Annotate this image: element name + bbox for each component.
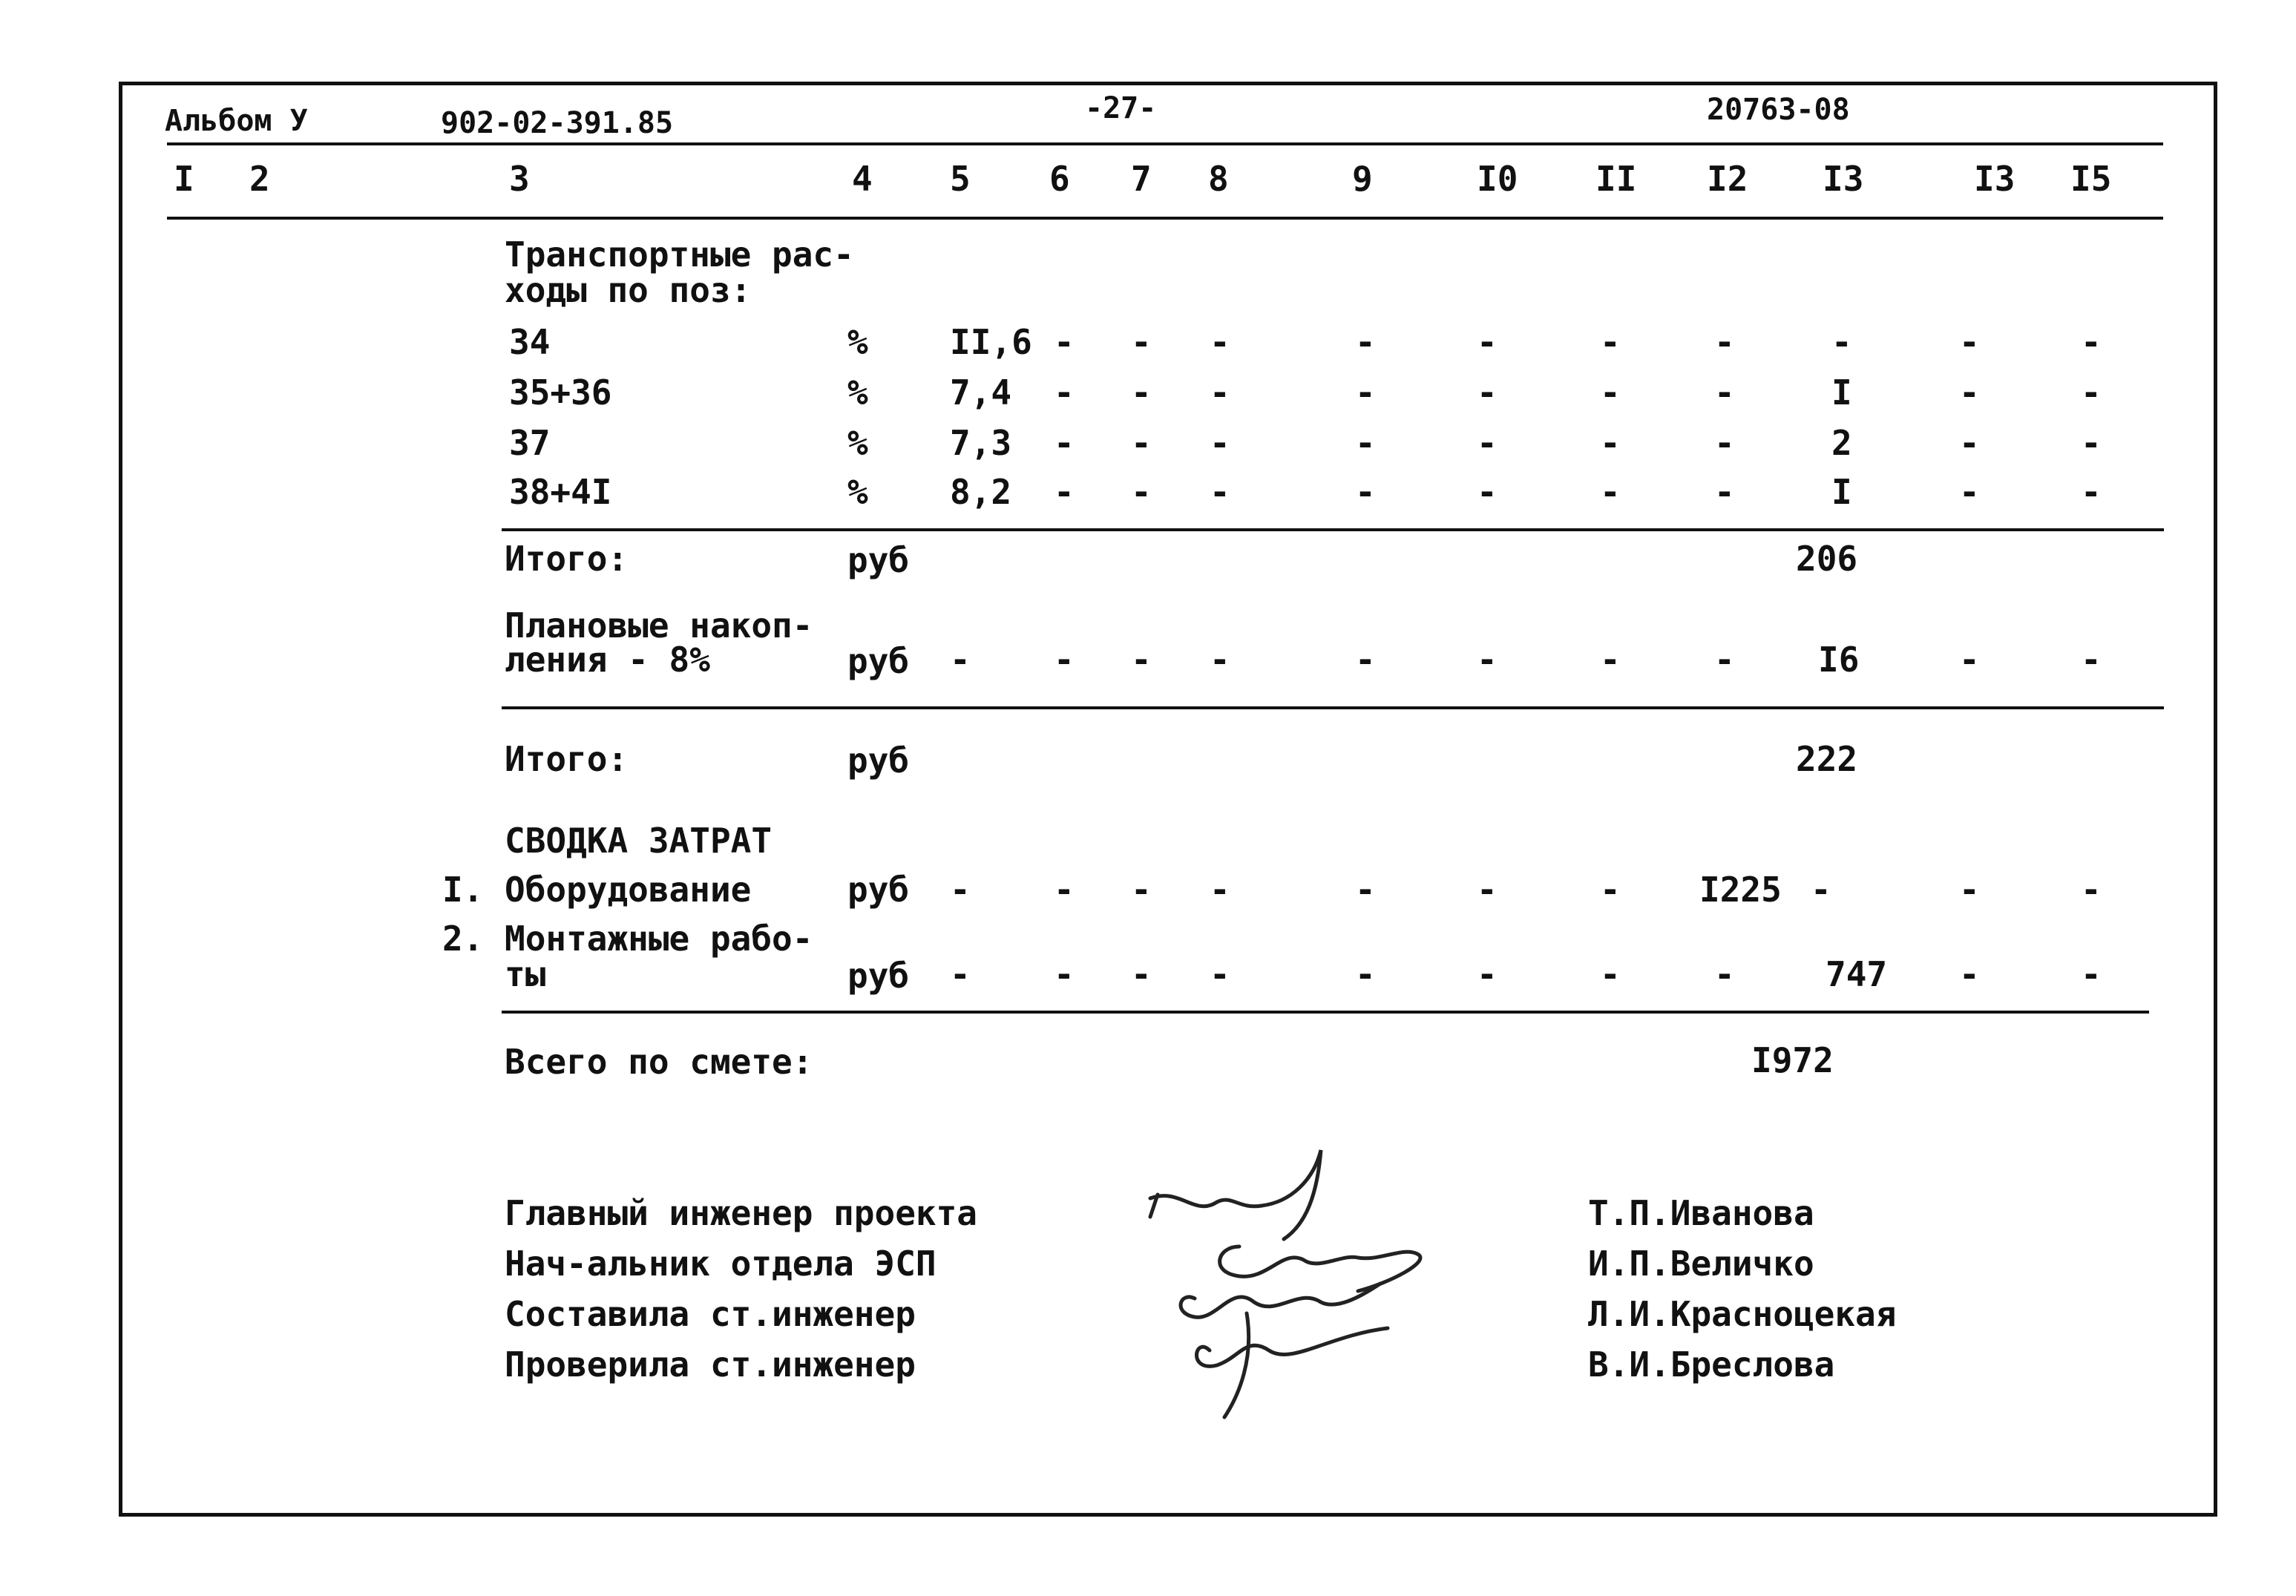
row-rate: 8,2 bbox=[950, 472, 1012, 512]
row-dash: - bbox=[1714, 954, 1735, 994]
row-dash: - bbox=[1959, 472, 1980, 512]
summary-item-number: I. bbox=[442, 870, 484, 910]
row-value: 2 bbox=[1831, 423, 1852, 463]
summary-item-unit: руб bbox=[847, 870, 910, 910]
col-num: I0 bbox=[1477, 159, 1518, 199]
row-dash: - bbox=[1600, 472, 1621, 512]
row-unit: % bbox=[847, 472, 868, 512]
row-dash: - bbox=[1054, 640, 1075, 680]
col-num: 5 bbox=[950, 159, 971, 199]
row-value: I bbox=[1831, 372, 1852, 413]
row-dash: - bbox=[1210, 423, 1230, 463]
document-number: 20763-08 bbox=[1707, 93, 1850, 127]
row-dash: - bbox=[1811, 870, 1831, 910]
row-dash: - bbox=[1831, 322, 1852, 362]
row-unit: % bbox=[847, 322, 868, 362]
signature-name: Л.И.Красноцекая bbox=[1588, 1294, 1897, 1334]
signature-role: Проверила ст.инженер bbox=[505, 1344, 916, 1385]
signature-role: Главный инженер проекта bbox=[505, 1193, 977, 1233]
row-dash: - bbox=[1131, 954, 1152, 994]
planned-unit: руб bbox=[847, 641, 910, 681]
row-dash: - bbox=[1477, 954, 1498, 994]
row-dash: - bbox=[1959, 870, 1980, 910]
planned-label: Плановые накоп- bbox=[505, 605, 813, 646]
row-dash: - bbox=[1054, 372, 1075, 413]
signature-role: Нач-альник отдела ЭСП bbox=[505, 1244, 937, 1284]
header-rule bbox=[167, 142, 2163, 145]
row-unit: % bbox=[847, 372, 868, 413]
total-unit: руб bbox=[847, 740, 910, 781]
total-unit: руб bbox=[847, 540, 910, 580]
row-dash: - bbox=[2081, 322, 2102, 362]
row-dash: - bbox=[2081, 472, 2102, 512]
rule bbox=[502, 528, 2164, 531]
row-dash: - bbox=[1054, 423, 1075, 463]
signature-role: Составила ст.инженер bbox=[505, 1294, 916, 1334]
album-label: Альбом У bbox=[165, 104, 308, 138]
rule bbox=[502, 1011, 2149, 1014]
row-dash: - bbox=[1210, 322, 1230, 362]
transport-title: Транспортные рас- bbox=[505, 234, 854, 275]
row-dash: - bbox=[1131, 472, 1152, 512]
row-dash: - bbox=[1959, 954, 1980, 994]
signature-name: Т.П.Иванова bbox=[1588, 1193, 1814, 1233]
row-dash: - bbox=[1210, 372, 1230, 413]
row-dash: - bbox=[2081, 640, 2102, 680]
summary-item-value: I225 bbox=[1699, 870, 1782, 910]
row-dash: - bbox=[1600, 640, 1621, 680]
grand-total-value: I972 bbox=[1751, 1040, 1834, 1080]
row-dash: - bbox=[950, 954, 971, 994]
signature-name: И.П.Величко bbox=[1588, 1244, 1814, 1284]
row-dash: - bbox=[2081, 870, 2102, 910]
total-label: Итого: bbox=[505, 539, 629, 579]
total-value: 206 bbox=[1796, 539, 1858, 579]
row-dash: - bbox=[1714, 472, 1735, 512]
col-num: I5 bbox=[2070, 159, 2112, 199]
row-dash: - bbox=[2081, 372, 2102, 413]
row-rate: 7,4 bbox=[950, 372, 1012, 413]
row-dash: - bbox=[1131, 372, 1152, 413]
row-position: 34 bbox=[509, 322, 551, 362]
row-dash: - bbox=[1210, 472, 1230, 512]
col-num: 7 bbox=[1131, 159, 1152, 199]
col-num: I2 bbox=[1707, 159, 1748, 199]
summary-item-value: 747 bbox=[1826, 954, 1888, 994]
row-dash: - bbox=[950, 640, 971, 680]
col-num: I bbox=[174, 159, 194, 199]
col-num: 8 bbox=[1208, 159, 1229, 199]
row-dash: - bbox=[2081, 423, 2102, 463]
row-dash: - bbox=[1355, 870, 1376, 910]
row-dash: - bbox=[1054, 472, 1075, 512]
col-num: 6 bbox=[1049, 159, 1070, 199]
col-num: 4 bbox=[852, 159, 873, 199]
row-dash: - bbox=[1477, 372, 1498, 413]
planned-value: I6 bbox=[1818, 640, 1860, 680]
handwritten-signatures bbox=[1135, 1135, 1492, 1432]
row-dash: - bbox=[1131, 640, 1152, 680]
summary-item-unit: руб bbox=[847, 956, 910, 996]
row-dash: - bbox=[1600, 322, 1621, 362]
summary-item-label: Монтажные рабо- bbox=[505, 919, 813, 959]
page-number: -27- bbox=[1085, 91, 1157, 125]
rule bbox=[502, 706, 2164, 709]
summary-item-label: ты bbox=[505, 954, 546, 994]
grand-total-label: Всего по смете: bbox=[505, 1042, 813, 1082]
row-dash: - bbox=[1355, 472, 1376, 512]
row-dash: - bbox=[1355, 372, 1376, 413]
row-position: 37 bbox=[509, 423, 551, 463]
row-dash: - bbox=[1600, 870, 1621, 910]
col-num: 9 bbox=[1352, 159, 1373, 199]
row-dash: - bbox=[1714, 372, 1735, 413]
column-header-rule bbox=[167, 217, 2163, 220]
row-dash: - bbox=[1477, 423, 1498, 463]
row-rate: 7,3 bbox=[950, 423, 1012, 463]
row-dash: - bbox=[1054, 954, 1075, 994]
row-dash: - bbox=[1355, 423, 1376, 463]
row-dash: - bbox=[950, 870, 971, 910]
row-value: I bbox=[1831, 472, 1852, 512]
col-num: 2 bbox=[249, 159, 270, 199]
row-dash: - bbox=[1600, 372, 1621, 413]
row-dash: - bbox=[1477, 870, 1498, 910]
row-dash: - bbox=[1959, 640, 1980, 680]
row-dash: - bbox=[1131, 322, 1152, 362]
row-dash: - bbox=[1600, 954, 1621, 994]
row-dash: - bbox=[1477, 322, 1498, 362]
row-dash: - bbox=[1131, 870, 1152, 910]
col-num: II bbox=[1595, 159, 1637, 199]
row-dash: - bbox=[1714, 640, 1735, 680]
row-dash: - bbox=[1355, 954, 1376, 994]
row-dash: - bbox=[1210, 870, 1230, 910]
row-dash: - bbox=[1477, 472, 1498, 512]
row-position: 38+4I bbox=[509, 472, 612, 512]
planned-label: ления - 8% bbox=[505, 640, 710, 680]
summary-item-label: Оборудование bbox=[505, 870, 752, 910]
row-dash: - bbox=[1600, 423, 1621, 463]
row-dash: - bbox=[1054, 870, 1075, 910]
row-position: 35+36 bbox=[509, 372, 612, 413]
row-dash: - bbox=[1210, 640, 1230, 680]
summary-title: СВОДКА ЗАТРАТ bbox=[505, 821, 773, 861]
row-dash: - bbox=[1210, 954, 1230, 994]
row-dash: - bbox=[1131, 423, 1152, 463]
signature-name: В.И.Бреслова bbox=[1588, 1344, 1835, 1385]
transport-title: ходы по поз: bbox=[505, 270, 752, 310]
row-dash: - bbox=[1355, 640, 1376, 680]
summary-item-number: 2. bbox=[442, 919, 484, 959]
row-dash: - bbox=[1355, 322, 1376, 362]
row-dash: - bbox=[1959, 372, 1980, 413]
total-value: 222 bbox=[1796, 739, 1858, 779]
row-dash: - bbox=[1477, 640, 1498, 680]
row-dash: - bbox=[1714, 322, 1735, 362]
project-code: 902-02-391.85 bbox=[441, 106, 674, 140]
row-dash: - bbox=[1054, 322, 1075, 362]
row-unit: % bbox=[847, 423, 868, 463]
row-dash: - bbox=[2081, 954, 2102, 994]
col-num: 3 bbox=[509, 159, 530, 199]
row-rate: II,6 bbox=[950, 322, 1032, 362]
total-label: Итого: bbox=[505, 739, 629, 779]
col-num: I3 bbox=[1974, 159, 2015, 199]
row-dash: - bbox=[1959, 423, 1980, 463]
row-dash: - bbox=[1714, 423, 1735, 463]
row-dash: - bbox=[1959, 322, 1980, 362]
col-num: I3 bbox=[1823, 159, 1864, 199]
